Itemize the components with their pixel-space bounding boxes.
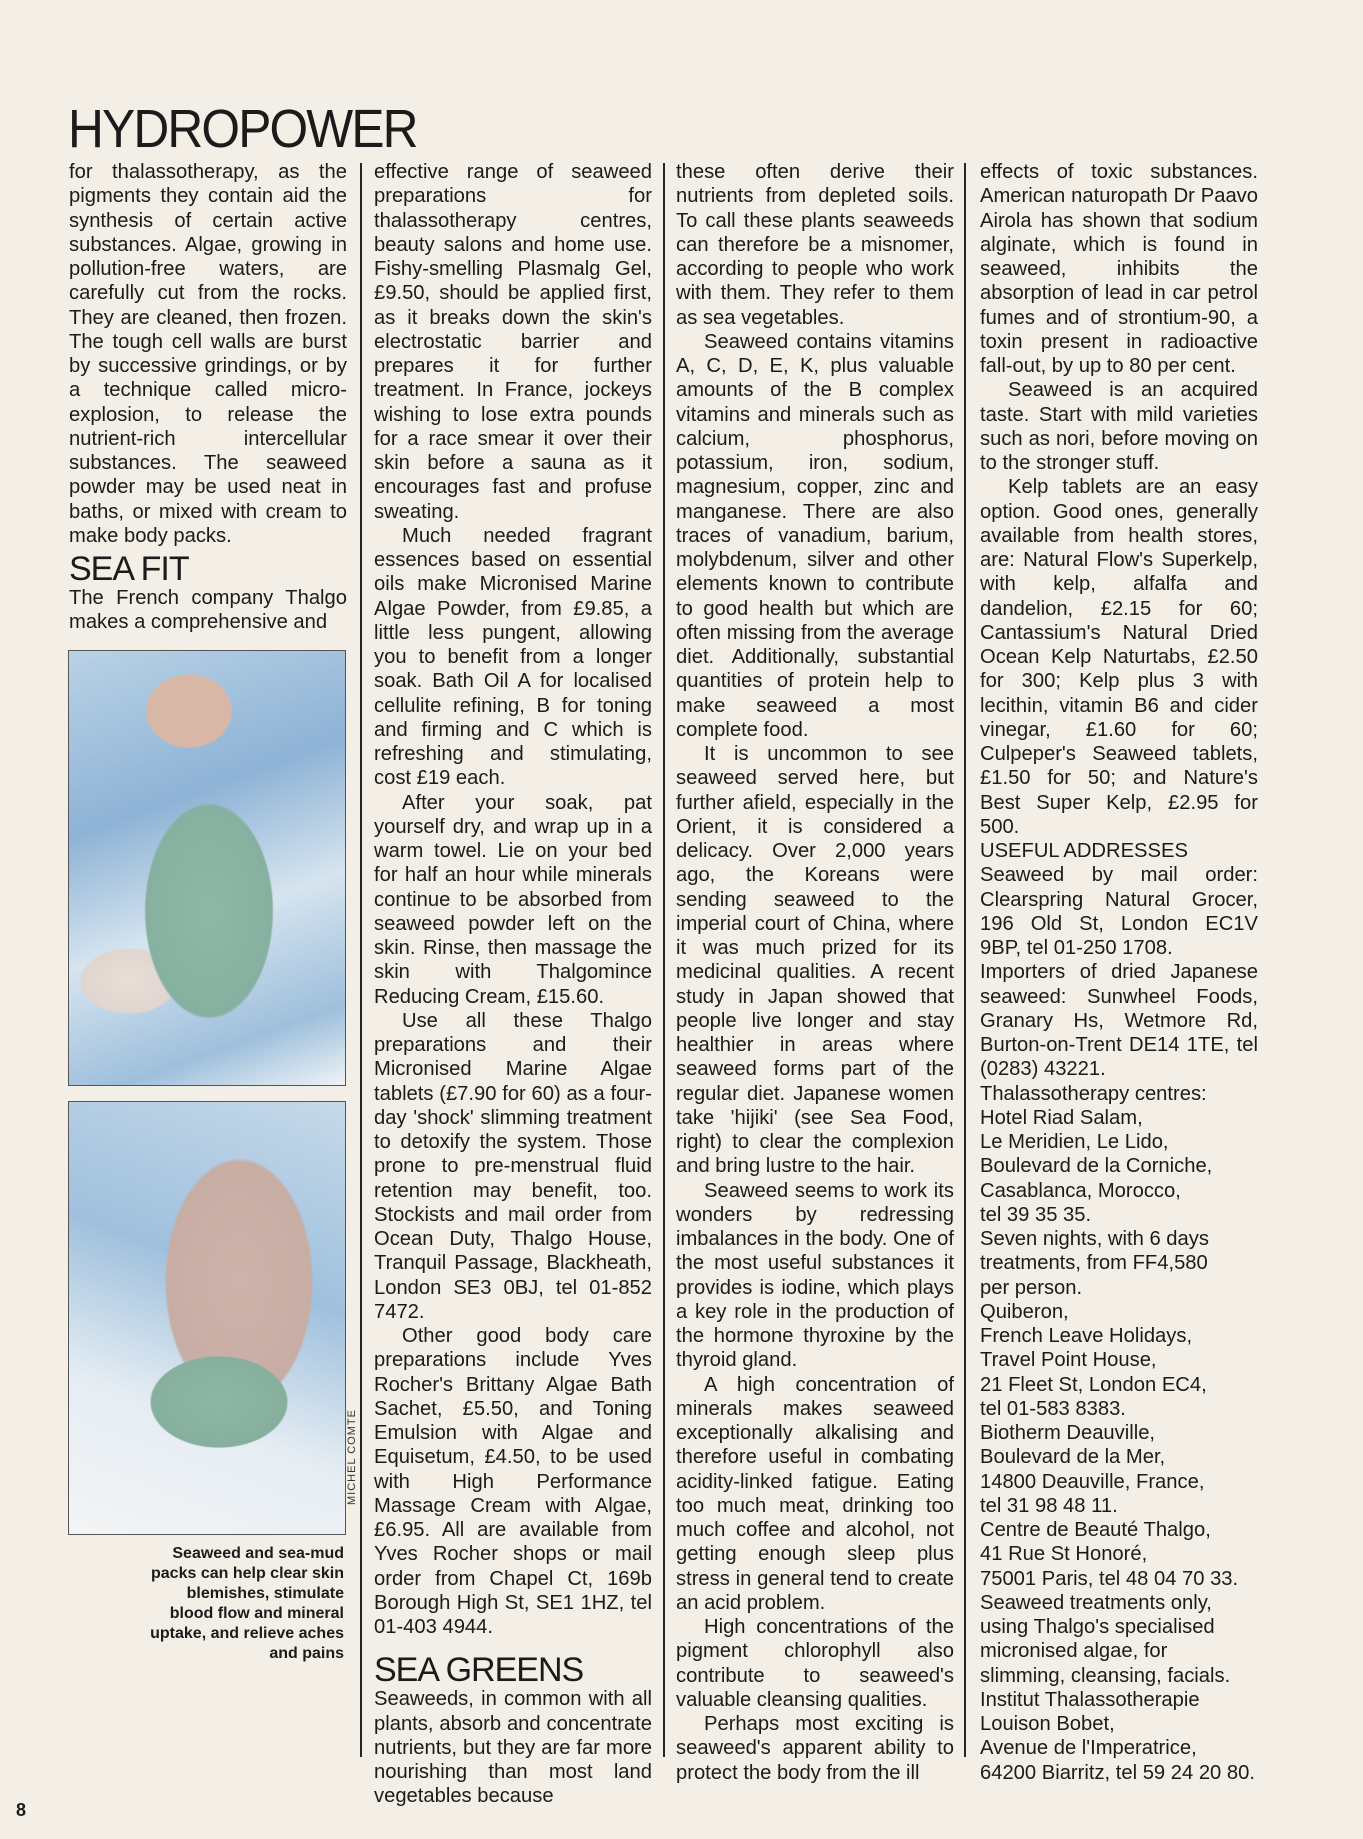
address-line: tel 39 35 35. <box>980 1203 1092 1226</box>
address-line: Boulevard de la Mer, <box>980 1446 1166 1469</box>
paragraph: Use all these Thalgo preparations and their Micronised Marine Algae tablets (£7.90 for 60) as a four-day 'shock' slimming treatment to detoxify the system. Those prone to pre-menstrual fluid retention may benefit, too. Stockists and mail order from Ocean Duty, Thalgo House, Tranquil Passage, Blackheath, London SE3 0BJ, tel 01-852 7472. <box>374 1009 652 1323</box>
section-heading-sea-greens: SEA GREENS <box>374 1651 584 1690</box>
address-line: micronised algae, for <box>980 1640 1168 1663</box>
address-line: treatments, from FF4,580 <box>980 1252 1208 1275</box>
address-line: Institut Thalassotherapie <box>980 1688 1200 1711</box>
paragraph: Seaweed seems to work its wonders by redressing imbalances in the body. One of the most useful substances it provides is iodine, which plays a key role in the production of the hormone thyroxine by the thyroid gland. <box>676 1179 954 1372</box>
address-list <box>980 1082 1258 1785</box>
paragraph: Seaweed is an acquired taste. Start with mild varieties such as nori, before moving on to the stronger stuff. <box>980 379 1258 474</box>
address-line: Centre de Beauté Thalgo, <box>980 1519 1211 1541</box>
address-line: Quiberon, <box>980 1300 1069 1323</box>
address-line: tel 01-583 8383. <box>980 1397 1126 1420</box>
section-heading-sea-fit: SEA FIT <box>69 550 189 588</box>
address-line: 75001 Paris, tel 48 04 70 33. <box>980 1567 1239 1590</box>
address-line: 21 Fleet St, London EC4, <box>980 1373 1207 1396</box>
paragraph: effects of toxic substances. American naturopath Dr Paavo Airola has shown that sodium alginate, which is found in seaweed, inhibits the absorption of lead in car petrol fumes and of strontium-90, a toxin present in radioactive fall-out, by up to 80 per cent. <box>980 161 1258 377</box>
address-line: Biotherm Deauville, <box>980 1422 1156 1444</box>
paragraph: Much needed fragrant essences based on essential oils make Micronised Marine Algae Powder, from £9.85, a little less pungent, allowing you to benefit from a longer soak. Bath Oil A for localised cellulite refining, B for toning and firming and C which is refreshing and stimulating, cost £19 each. <box>374 524 652 790</box>
paragraph: effective range of seaweed preparations for thalassotherapy centres, beauty salons and home use. Fishy-smelling Plasmalg Gel, £9.50, should be applied first, as it breaks down the skin's electrostatic barrier and prepares it for further treatment. In France, jockeys wishing to lose extra pounds for a race smear it over their skin before a sauna as it encourages fast and profuse sweating. <box>374 161 652 523</box>
paragraph: It is uncommon to see seaweed served here, but further afield, especially in the Orient, it is considered a delicacy. Over 2,000 years ago, the Koreans were sending seaweed to the imperial court of China, where it was much prized for its medicinal qualities. A recent study in Japan showed that people live longer and stay healthier in areas where seaweed forms part of the regular diet. Japanese women take 'hijiki' (see Sea Food, right) to clear the complexion and bring lustre to the hair. <box>676 743 954 1178</box>
paragraph: Kelp tablets are an easy option. Good ones, generally available from health stores, are: Natural Flow's Superkelp, with kelp, alfalfa and dandelion, £2.15 for 60; Cantassium's Natural Dried Ocean Kelp Naturtabs, £2.50 for 300; Kelp plus 3 with lecithin, vitamin B6 and cider vinegar, £1.60 for 60; Culpeper's Seaweed tablets, £1.50 for 50; and Nature's Best Super Kelp, £2.95 for 500. <box>980 476 1258 838</box>
paragraph: High concentrations of the pigment chlorophyll also contribute to seaweed's valuable cleansing qualities. <box>676 1616 954 1711</box>
address-line: Casablanca, Morocco, <box>980 1179 1181 1202</box>
column-rule <box>964 163 966 1757</box>
address-line: 14800 Deauville, France, <box>980 1470 1205 1493</box>
address-line: slimming, cleansing, facials. <box>980 1664 1231 1687</box>
photo-caption: Seaweed and sea-mud packs can help clear skin blemishes, stimulate blood flow and mineral uptake, and relieve aches and pains <box>150 1545 344 1662</box>
column-rule <box>360 163 362 1757</box>
column-2 <box>374 160 652 1809</box>
paragraph: for thalassotherapy, as the pigments they contain aid the synthesis of certain active substances. Algae, growing in pollution-free waters, are carefully cut from the rocks. They are cleaned, then frozen. The tough cell walls are burst by successive grindings, or by a technique called micro-explosion, to release the nutrient-rich intercellular substances. The seaweed powder may be used neat in baths, or mixed with cream to make body packs. <box>69 161 347 547</box>
photo-woman-seaweed-pack <box>68 650 346 1086</box>
column-1 <box>69 160 347 635</box>
address-line: 64200 Biarritz, tel 59 24 20 80. <box>980 1761 1255 1784</box>
address-line: per person. <box>980 1276 1083 1299</box>
address-line: Le Meridien, Le Lido, <box>980 1131 1169 1153</box>
column-rule <box>663 163 665 1757</box>
paragraph: A high concentration of minerals makes seaweed exceptionally alkalising and therefore useful in combating acidity-linked fatigue. Eating too much meat, drinking too much coffee and alcohol, not getting enough sleep plus stress in general tend to create an acid problem. <box>676 1373 954 1614</box>
address-line: Travel Point House, <box>980 1349 1157 1372</box>
paragraph: Perhaps most exciting is seaweed's apparent ability to protect the body from the ill <box>676 1713 954 1784</box>
address-line: using Thalgo's specialised <box>980 1616 1215 1638</box>
photo-back-mud-pack <box>68 1101 346 1535</box>
photo-credit: MICHEL COMTE <box>346 1409 358 1505</box>
page-number: 8 <box>16 1800 27 1820</box>
address-line: tel 31 98 48 11. <box>980 1494 1118 1517</box>
address-line: Avenue de l'Imperatrice, <box>980 1737 1197 1760</box>
address-paragraph: Seaweed by mail order: Clearspring Natural Grocer, 196 Old St, London EC1V 9BP, tel 01-250 1708. <box>980 864 1258 959</box>
paragraph: After your soak, pat yourself dry, and wrap up in a warm towel. Lie on your bed for half an hour while minerals continue to be absorbed from seaweed powder left on the skin. Rinse, then massage the skin with Thalgomince Reducing Cream, £15.60. <box>374 791 652 1008</box>
page-title: HYDROPOWER <box>68 99 417 160</box>
address-line: Louison Bobet, <box>980 1713 1115 1735</box>
address-line: Boulevard de la Corniche, <box>980 1155 1213 1178</box>
address-line: Hotel Riad Salam, <box>980 1106 1143 1129</box>
address-line: Thalassotherapy centres: <box>980 1082 1207 1105</box>
column-3 <box>676 160 954 1785</box>
paragraph: these often derive their nutrients from depleted soils. To call these plants seaweeds can therefore be a misnomer, according to people who work with them. They refer to them as sea vegetables. <box>676 161 954 329</box>
paragraph: Seaweed contains vitamins A, C, D, E, K, plus valuable amounts of the B complex vitamins and minerals such as calcium, phosphorus, potassium, iron, sodium, magnesium, copper, zinc and manganese. There are also traces of vanadium, barium, molybdenum, silver and other elements known to contribute to good health but which are often missing from the average diet. Additionally, substantial quantities of protein help to make seaweed a most complete food. <box>676 330 954 741</box>
paragraph: The French company Thalgo makes a comprehensive and <box>69 587 347 634</box>
paragraph: Other good body care preparations include Yves Rocher's Brittany Algae Bath Sachet, £5.50, and Toning Emulsion with Algae and Equisetum, £4.50, to be used with High Performance Massage Cream with Algae, £6.95. All are available from Yves Rocher shops or mail order from Chapel Ct, 169b Borough High St, SE1 1HZ, tel 01-403 4944. <box>374 1325 652 1638</box>
address-line: 41 Rue St Honoré, <box>980 1543 1148 1566</box>
paragraph: Seaweeds, in common with all plants, absorb and concentrate nutrients, but they are far more nourishing than most land vegetables because <box>374 1688 652 1808</box>
section-heading-useful-addresses: USEFUL ADDRESSES <box>980 840 1188 862</box>
address-line: French Leave Holidays, <box>980 1325 1193 1347</box>
address-paragraph: Importers of dried Japanese seaweed: Sunwheel Foods, Granary Hs, Wetmore Rd, Burton-on-Trent DE14 1TE, tel (0283) 43221. <box>980 961 1258 1081</box>
column-4 <box>980 160 1258 1785</box>
address-line: Seven nights, with 6 days <box>980 1228 1209 1250</box>
address-line: Seaweed treatments only, <box>980 1591 1212 1614</box>
